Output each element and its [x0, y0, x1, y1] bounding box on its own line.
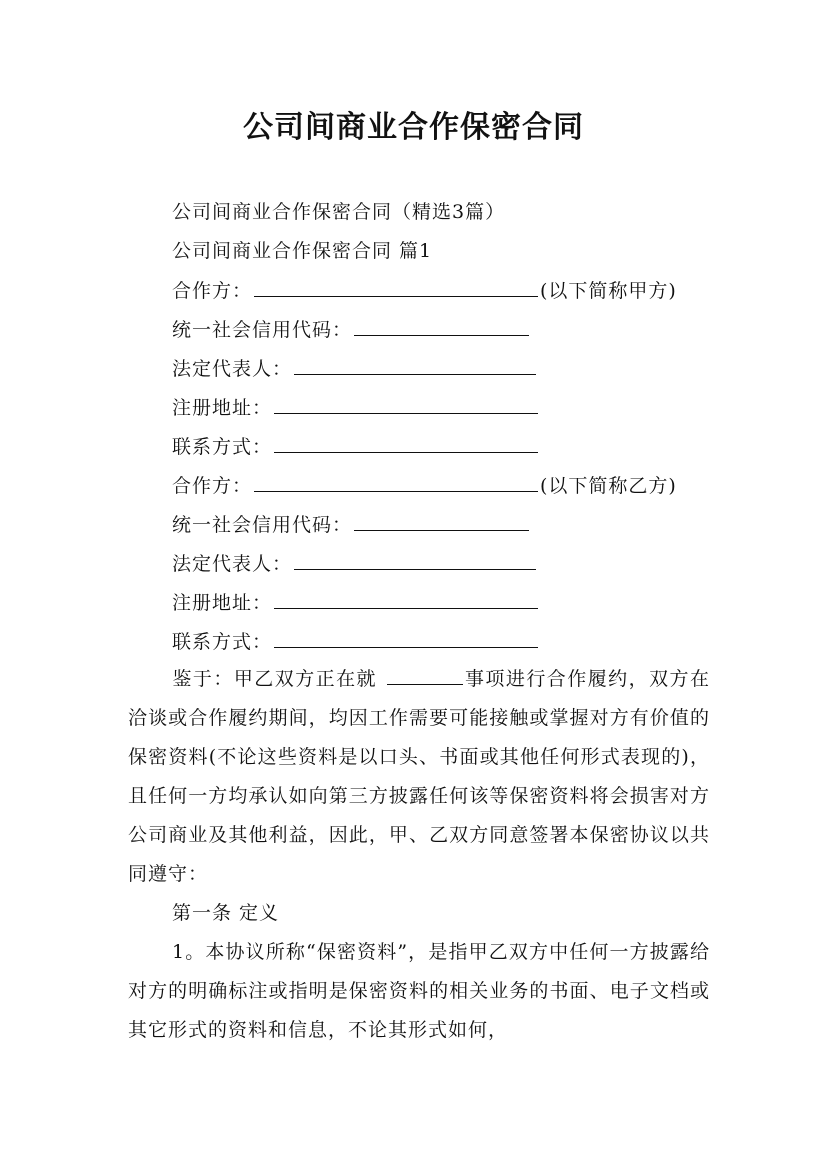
party-a-contact-blank — [274, 432, 538, 453]
party-b-blank — [254, 471, 538, 492]
party-b-suffix: (以下简称乙方) — [540, 475, 677, 497]
party-b-credit-line — [172, 510, 531, 538]
party-a-rep-blank — [294, 354, 536, 375]
article-1-paragraph — [128, 933, 710, 1050]
party-a-credit-blank — [354, 315, 529, 336]
section-heading: 公司间商业合作保密合同 篇1 — [172, 240, 433, 262]
party-a-credit-label: 统一社会信用代码： — [172, 319, 353, 341]
subtitle: 公司间商业合作保密合同（精选3篇） — [172, 201, 506, 223]
party-b-address-line — [172, 588, 540, 616]
party-a-contact-label: 联系方式： — [172, 436, 273, 458]
party-b-label: 合作方： — [172, 475, 253, 497]
party-a-rep-label: 法定代表人： — [172, 358, 293, 380]
party-b-contact-label: 联系方式： — [172, 631, 273, 653]
preamble-paragraph — [128, 660, 710, 894]
party-a-label: 合作方： — [172, 280, 253, 302]
preamble-part2: 事项进行合作履约，双方在洽谈或合作履约期间，均因工作需要可能接触或掌握对方有价值的保密资料(不论这些资料是以口头、书面或其他任何形式表现的)，且任何一方均承认如向第三方披露任何该等保密资料将会损害对方公司商业及其他利益，因此，甲、乙双方同意签署本保密协议以共同遵守： — [128, 668, 710, 885]
party-b-rep-blank — [294, 549, 536, 570]
party-b-rep-line — [172, 549, 538, 577]
party-a-line — [172, 276, 677, 304]
party-a-blank — [254, 276, 538, 297]
party-a-address-line — [172, 393, 540, 421]
party-a-rep-line — [172, 354, 538, 382]
party-b-address-label: 注册地址： — [172, 592, 273, 614]
article-1-text: 1。本协议所称“保密资料”，是指甲乙双方中任何一方披露给对方的明确标注或指明是保密资料的相关业务的书面、电子文档或其它形式的资料和信息，不论其形式如何， — [128, 941, 710, 1041]
party-b-line — [172, 471, 677, 499]
party-a-contact-line — [172, 432, 540, 460]
party-a-address-label: 注册地址： — [172, 397, 273, 419]
preamble-blank — [387, 664, 463, 685]
preamble-part1: 鉴于：甲乙双方正在就 — [172, 668, 385, 690]
party-a-suffix: (以下简称甲方) — [540, 280, 677, 302]
party-b-credit-blank — [354, 510, 529, 531]
party-a-address-blank — [274, 393, 538, 414]
article-1-title: 第一条 定义 — [172, 902, 280, 924]
party-b-credit-label: 统一社会信用代码： — [172, 514, 353, 536]
party-b-address-blank — [274, 588, 538, 609]
party-a-credit-line — [172, 315, 531, 343]
party-b-contact-line — [172, 627, 540, 655]
party-b-contact-blank — [274, 627, 538, 648]
party-b-rep-label: 法定代表人： — [172, 553, 293, 575]
document-title: 公司间商业合作保密合同 — [243, 110, 584, 145]
